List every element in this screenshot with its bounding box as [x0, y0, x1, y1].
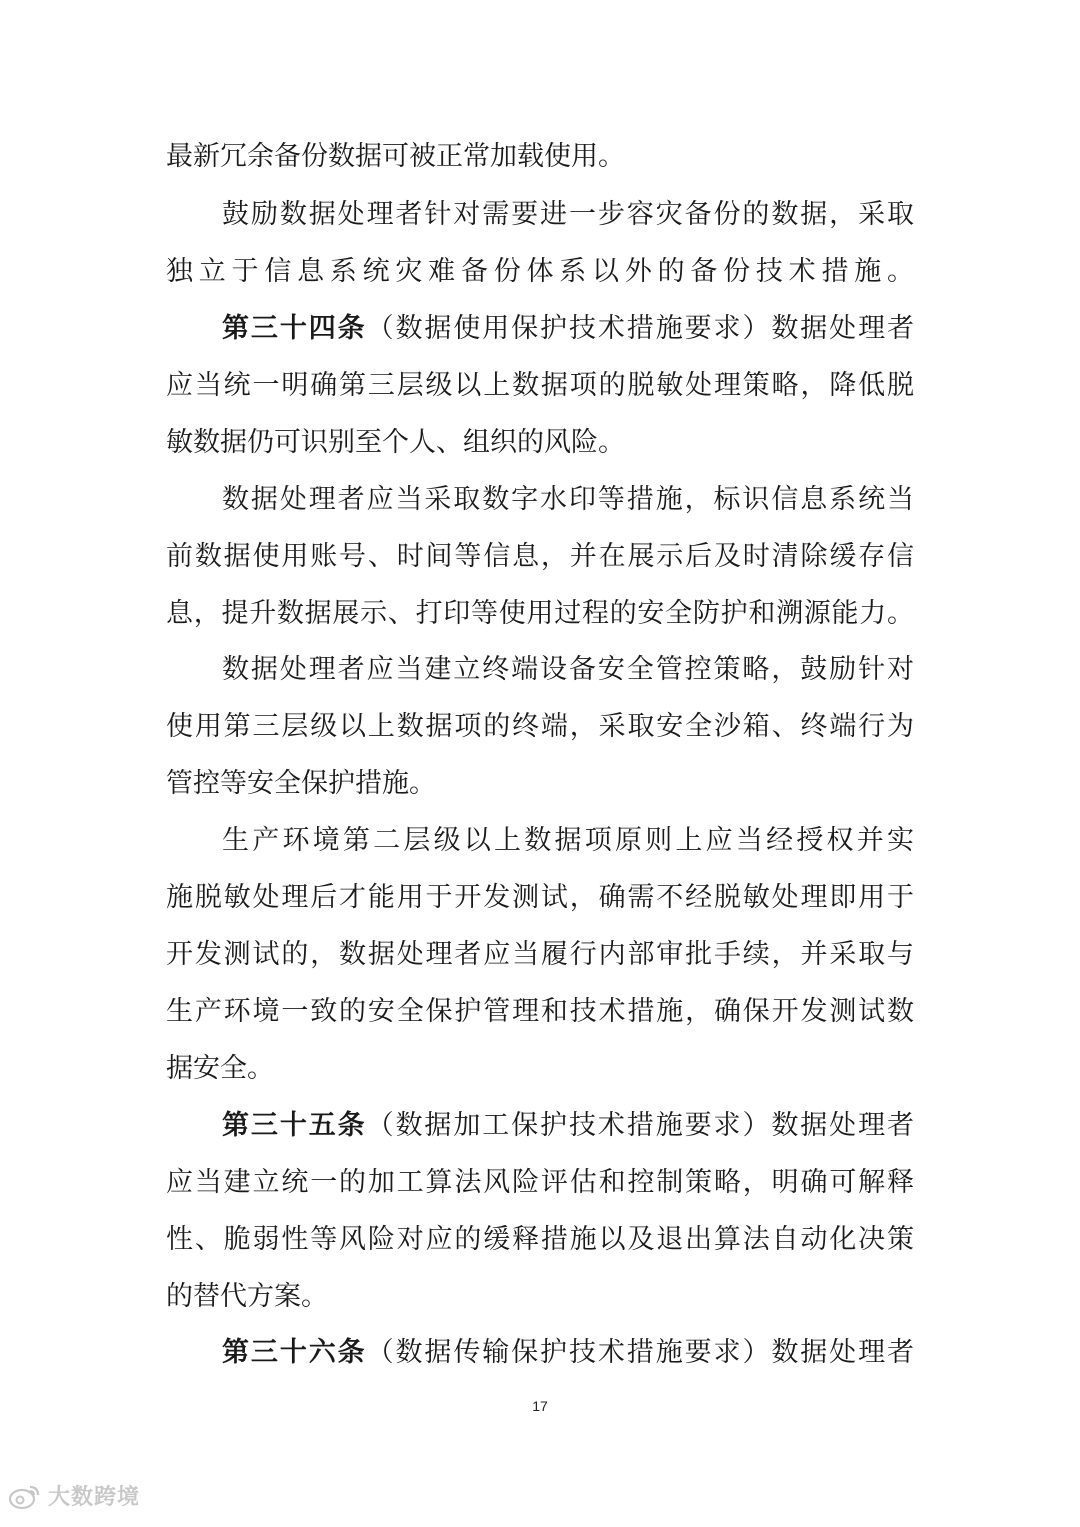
article-number: 第三十五条 [222, 1110, 367, 1141]
text-line: 敏数据仍可识别至个人、组织的风险。 [166, 427, 625, 458]
text-line: 生产环境一致的安全保护管理和技术措施，确保开发测试数 [166, 996, 914, 1027]
text-line: 生产环境第二层级以上数据项原则上应当经授权并实 [222, 825, 914, 856]
article-number: 第三十四条 [222, 313, 367, 344]
text-line: 据安全。 [166, 1053, 274, 1084]
text-line: 的替代方案。 [166, 1281, 328, 1312]
article-34-heading-line: 第三十四条（数据使用保护技术措施要求）数据处理者 [222, 313, 915, 344]
weibo-logo-icon [8, 1482, 42, 1510]
article-number: 第三十六条 [222, 1337, 367, 1368]
text-line: 前数据使用账号、时间等信息，并在展示后及时清除缓存信 [166, 541, 914, 572]
text-line: 独立于信息系统灾难备份体系以外的备份技术措施。 [166, 256, 914, 287]
article-36-heading-line: 第三十六条（数据传输保护技术措施要求）数据处理者 [222, 1337, 915, 1368]
watermark-text: 大数跨境 [48, 1485, 141, 1510]
text-line: 鼓励数据处理者针对需要进一步容灾备份的数据，采取 [222, 199, 914, 230]
text-line: 最新冗余备份数据可被正常加载使用。 [166, 141, 625, 172]
text-line: 施脱敏处理后才能用于开发测试，确需不经脱敏处理即用于 [166, 882, 914, 913]
text-line: 管控等安全保护措施。 [166, 768, 436, 799]
text-line: 性、脆弱性等风险对应的缓释措施以及退出算法自动化决策 [166, 1224, 914, 1255]
page-number: 17 [532, 1398, 548, 1414]
text-line: 应当统一明确第三层级以上数据项的脱敏处理策略，降低脱 [166, 370, 914, 401]
watermark [8, 1480, 140, 1511]
text-line: 数据处理者应当建立终端设备安全管控策略，鼓励针对 [222, 654, 914, 685]
text-line: 应当建立统一的加工算法风险评估和控制策略，明确可解释 [166, 1167, 914, 1198]
article-35-heading-line: 第三十五条（数据加工保护技术措施要求）数据处理者 [222, 1110, 915, 1141]
text-line: 使用第三层级以上数据项的终端，采取安全沙箱、终端行为 [166, 711, 914, 742]
text-line: 数据处理者应当采取数字水印等措施，标识信息系统当 [222, 484, 914, 515]
text-line: 开发测试的，数据处理者应当履行内部审批手续，并采取与 [166, 939, 914, 970]
text-line: 息，提升数据展示、打印等使用过程的安全防护和溯源能力。 [166, 598, 914, 629]
